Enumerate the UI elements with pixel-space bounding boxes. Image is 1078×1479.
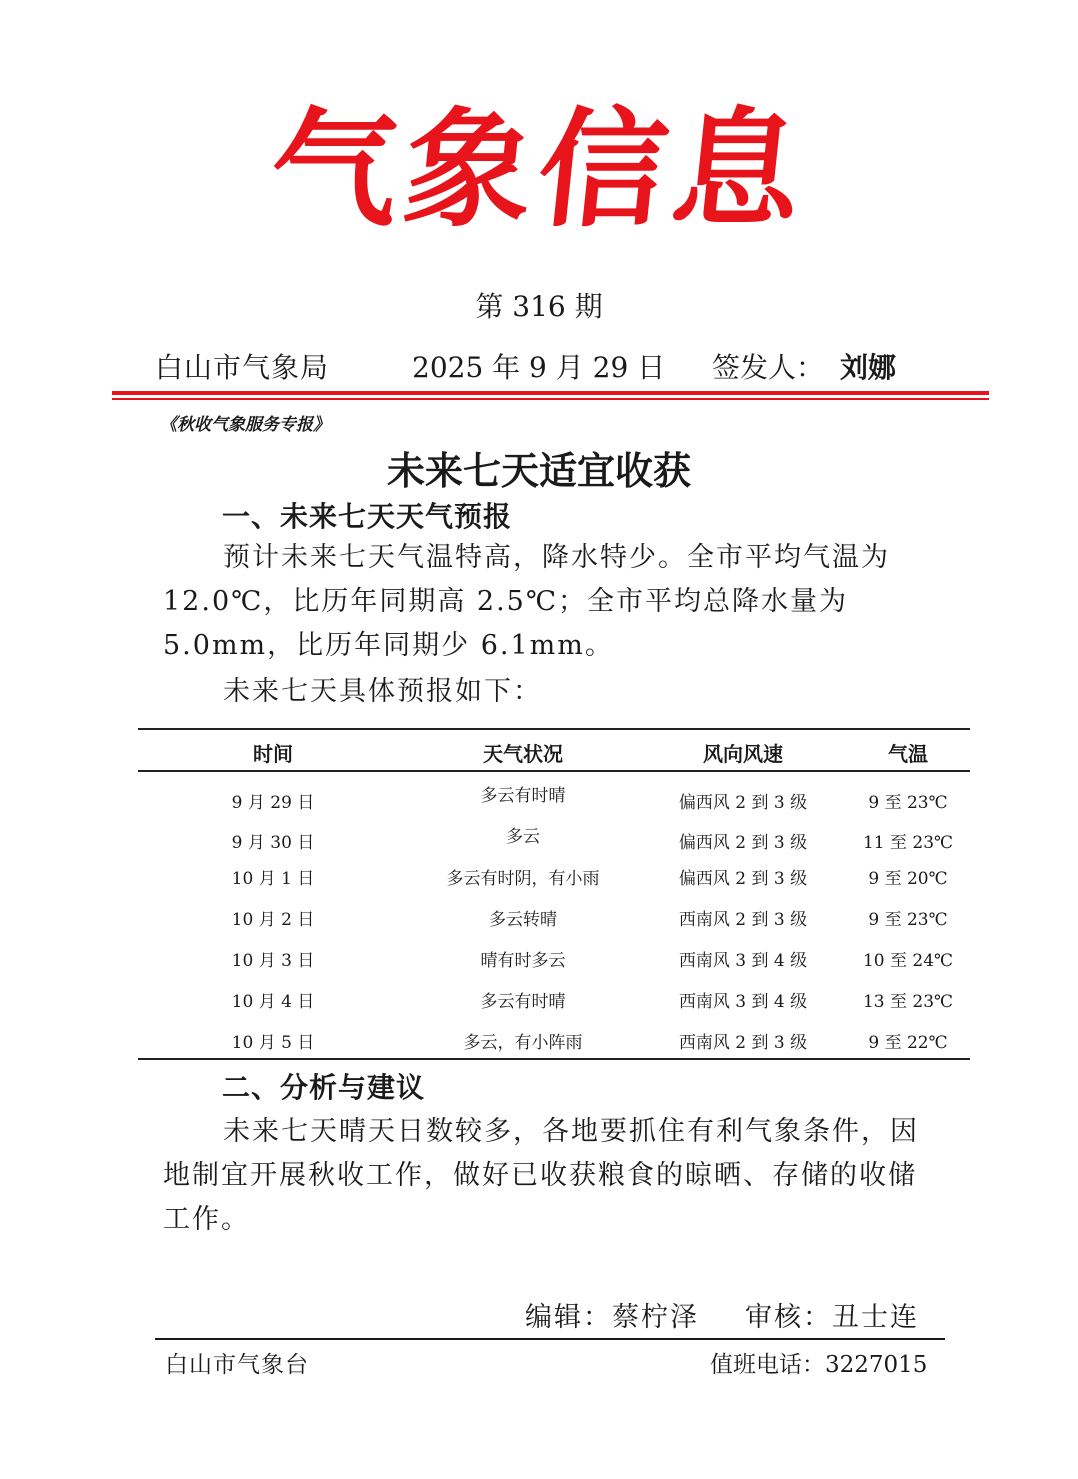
row-weather: 晴有时多云 (480, 951, 566, 971)
advice-paragraph-text: 未来七天晴天日数较多，各地要抓住有利气象条件，因地制宜开展秋收工作，做好已收获粮食的晾晒、存储的收储工作。 (163, 1116, 919, 1235)
footer-phone: 值班电话：3227015 (710, 1352, 928, 1378)
row-weather: 多云有时晴 (480, 992, 566, 1012)
row-wind: 西南风 2 到 3 级 (678, 910, 808, 930)
row-temperature: 9 至 23℃ (868, 793, 948, 813)
footer-rule (155, 1338, 945, 1340)
section-heading-advice: 二、分析与建议 (222, 1071, 426, 1104)
table-top-rule (138, 728, 970, 730)
row-date: 10 月 1 日 (231, 869, 315, 889)
row-date: 10 月 4 日 (231, 992, 315, 1012)
advice-paragraph (163, 1110, 923, 1242)
editor: 编辑：蔡柠泽 (525, 1302, 699, 1333)
row-wind: 西南风 2 到 3 级 (678, 1033, 808, 1053)
forecast-intro (163, 670, 923, 714)
issuing-agency: 白山市气象局 (155, 351, 330, 384)
row-wind: 西南风 3 到 4 级 (678, 951, 808, 971)
row-weather: 多云有时晴 (480, 786, 566, 806)
row-date: 9 月 29 日 (231, 793, 315, 813)
editors-line (525, 1295, 919, 1334)
signer-name: 刘娜 (840, 351, 897, 384)
series-name: 《秋收气象服务专报》 (160, 415, 330, 435)
signer-label: 签发人： (712, 351, 825, 384)
forecast-paragraph-text: 预计未来七天气温特高，降水特少。全市平均气温为12.0℃，比历年同期高 2.5℃；全市平均总降水量为 5.0mm，比历年同期少 6.1mm。 (163, 542, 890, 661)
row-date: 9 月 30 日 (231, 833, 315, 853)
row-temperature: 11 至 23℃ (862, 833, 954, 853)
row-wind: 西南风 3 到 4 级 (678, 992, 808, 1012)
issue-number: 第 316 期 (475, 290, 603, 323)
row-temperature: 10 至 24℃ (862, 951, 954, 971)
row-wind: 偏西风 2 到 3 级 (678, 793, 808, 813)
row-date: 10 月 2 日 (231, 910, 315, 930)
footer-organization: 白山市气象台 (165, 1352, 309, 1378)
row-temperature: 13 至 23℃ (862, 992, 954, 1012)
masthead-title: 气象信息 (263, 95, 815, 245)
row-date: 10 月 5 日 (231, 1033, 315, 1053)
table-header-weather: 天气状况 (483, 742, 563, 766)
row-weather: 多云有时阴，有小雨 (446, 869, 600, 889)
row-weather: 多云，有小阵雨 (463, 1033, 583, 1053)
row-temperature: 9 至 22℃ (868, 1033, 948, 1053)
forecast-paragraph (163, 536, 923, 668)
issue-date: 2025 年 9 月 29 日 (412, 351, 666, 384)
row-weather: 多云转晴 (489, 910, 557, 930)
reviewer: 审核：丑士连 (745, 1302, 919, 1333)
header-rule-thick (112, 391, 989, 395)
section-heading-forecast: 一、未来七天天气预报 (222, 500, 513, 533)
row-temperature: 9 至 20℃ (868, 869, 948, 889)
header-rule-thin (112, 398, 989, 400)
table-header-rule (138, 770, 970, 772)
row-wind: 偏西风 2 到 3 级 (678, 833, 808, 853)
row-temperature: 9 至 23℃ (868, 910, 948, 930)
row-wind: 偏西风 2 到 3 级 (678, 869, 808, 889)
table-header-temperature: 气温 (888, 742, 928, 766)
headline: 未来七天适宜收获 (386, 449, 691, 493)
table-header-date: 时间 (253, 742, 293, 766)
forecast-intro-text: 未来七天具体预报如下： (223, 676, 542, 707)
table-header-wind: 风向风速 (703, 742, 783, 766)
row-date: 10 月 3 日 (231, 951, 315, 971)
table-bottom-rule (138, 1058, 970, 1060)
row-weather: 多云 (506, 827, 540, 847)
